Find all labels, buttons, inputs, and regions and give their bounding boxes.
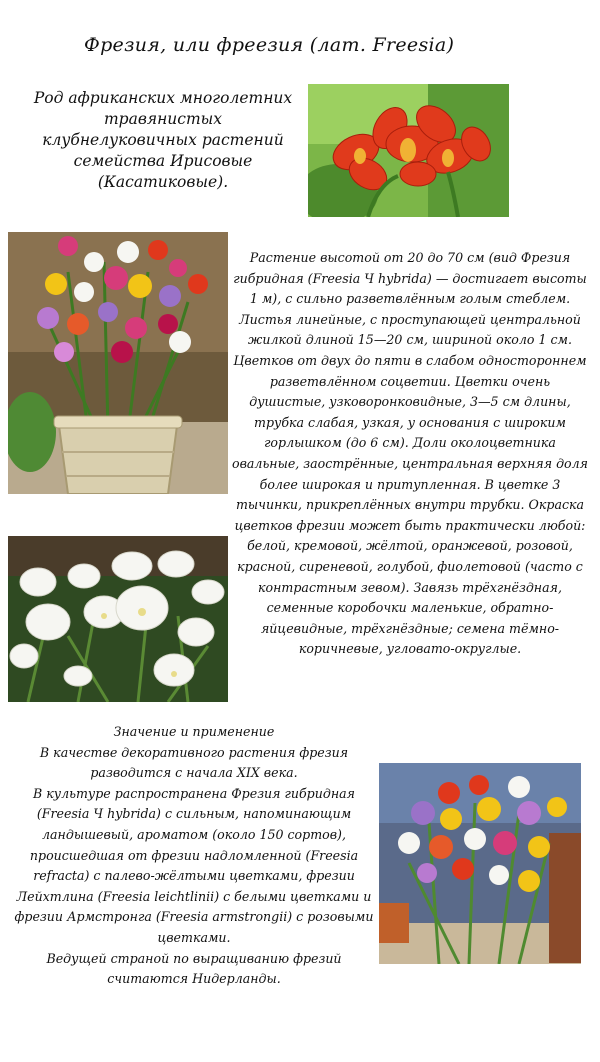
red-freesia-photo [308, 84, 509, 217]
mixed-freesia-photo [379, 763, 581, 964]
usage-paragraph-1: В качестве декоративного растения фрезия разводится с начала XIX века. [39, 744, 349, 781]
usage-paragraph-2: В культуре распространена Фрезия гибридная (Freesia Ч hybrida) с сильным, напоминающим ландышевый, ароматом (около 150 сортов), происшедшая от фрезии надломленной (Freesia refracta) с палево-жёлтыми цветками, фрезии Лейхтлина (Freesia leichtlinii) с белыми цветками и фрезии Армстронга (Freesia armstrongii) с розовыми цветками. [14, 785, 374, 945]
intro-text: Род африканских многолетних травянистых клубнелуковичных растений семейства Ирисовые (Касатиковые). [33, 89, 293, 191]
description-text: Растение высотой от 20 до 70 см (вид Фрезия гибридная (Freesia Ч hybrida) — достигает высоты 1 м), с сильно разветвлённым голым стеблем. Листья линейные, с проступающей центральной жилкой длиной 15—20 см, шириной около 1 см. Цветков от двух до пяти в слабом одностороннем разветвлённом соцветии. Цветки очень душистые, узковоронковидные, 3—5 см длины, трубка слабая, узкая, у основания с широким горлышком (до 6 см). Доли околоцветника овальные, заострённые, центральная верхняя доля более широкая и притупленная. В цветке 3 тычинки, прикреплённых внутри трубки. Окраска цветков фрезии может быть практически любой: белой, кремовой, жёлтой, оранжевой, розовой, красной, сиреневой, голубой, фиолетовой (часто с контрастным зевом). Завязь трёхгнёздная, семенные коробочки маленькие, обратно-яйцевидные, трёхгнёздные; семена тёмно-коричневые, угловато-округлые. [232, 250, 588, 657]
usage-paragraph-3: Ведущей страной по выращиванию фрезий считаются Нидерланды. [46, 950, 342, 987]
white-freesia-photo [8, 536, 228, 702]
potted-freesia-photo [8, 232, 228, 494]
usage-heading: Значение и применение [113, 724, 275, 739]
usage-section [14, 722, 374, 990]
page-title: Фрезия, или фреезия (лат. Freesia) [84, 34, 455, 56]
